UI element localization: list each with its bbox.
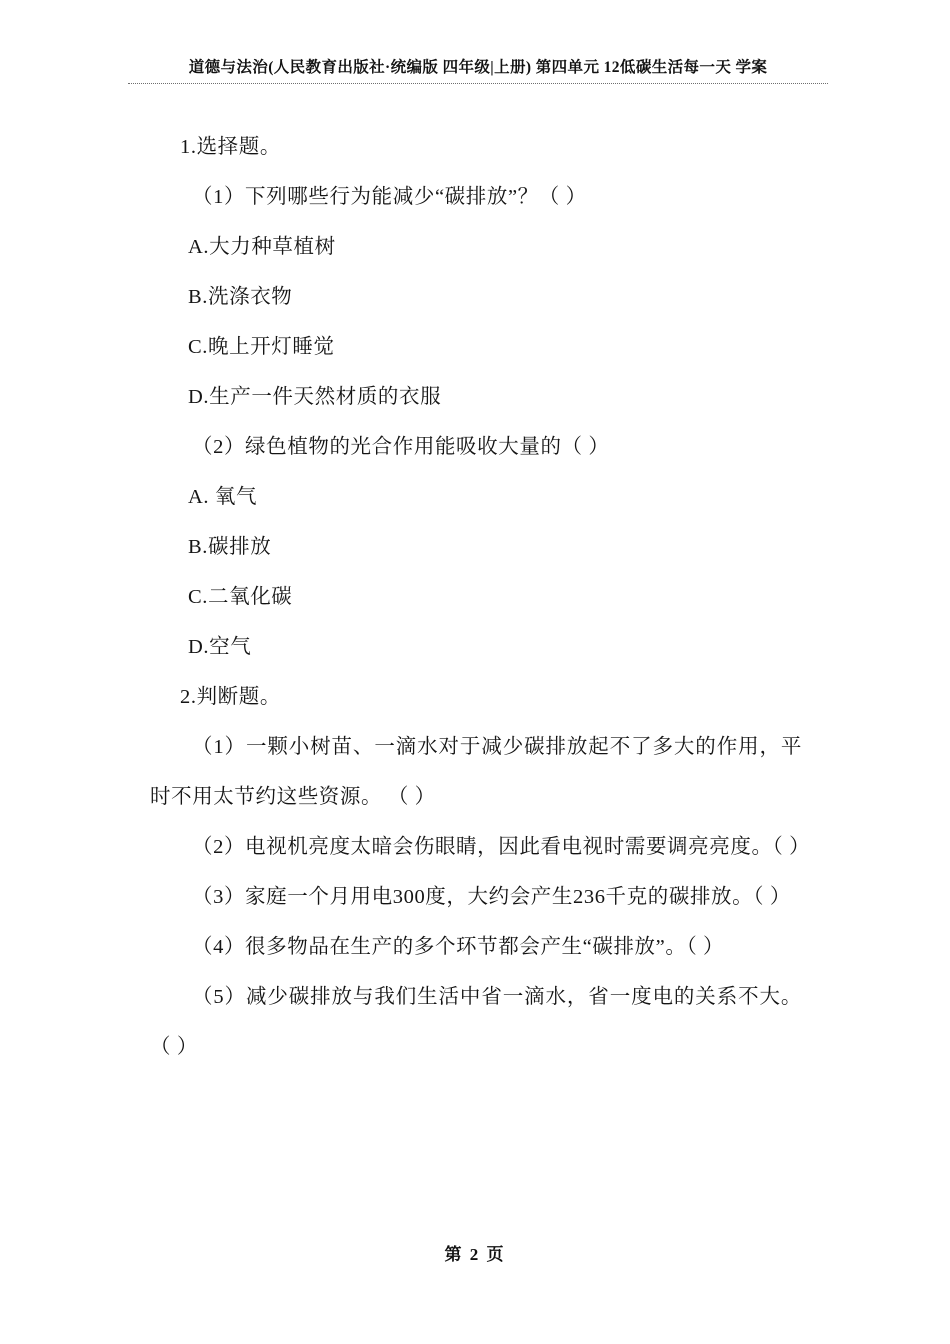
question-1-1-choice-d: D.生产一件天然材质的衣服 [188, 386, 442, 408]
question-1-1-choice-c: C.晚上开灯睡觉 [188, 336, 335, 358]
question-1-2: （2）绿色植物的光合作用能吸收大量的（ ） [192, 436, 610, 458]
question-2-1: （1）一颗小树苗、一滴水对于减少碳排放起不了多大的作用，平时不用太节约这些资源。 （ ） [150, 736, 802, 808]
worksheet-body [150, 122, 811, 1072]
question-2-2: （2）电视机亮度太暗会伤眼睛，因此看电视时需要调亮亮度。（ ） [192, 836, 811, 858]
header-title: 道德与法治(人民教育出版社·统编版 四年级|上册) 第四单元 12低碳生活每一天 学案 [188, 59, 768, 76]
question-1-2-choice-d: D.空气 [188, 636, 252, 658]
question-2-4: （4）很多物品在生产的多个环节都会产生“碳排放”。（ ） [192, 936, 725, 958]
question-1-1-choice-a: A.大力种草植树 [188, 236, 336, 258]
question-2-3: （3）家庭一个月用电300度，大约会产生236千克的碳排放。（ ） [192, 886, 791, 908]
section-heading-multiple-choice: 1.选择题。 [180, 136, 281, 158]
question-1-2-choice-c: C.二氧化碳 [188, 586, 293, 608]
page-footer [0, 1240, 950, 1265]
section-heading-true-false: 2.判断题。 [180, 686, 281, 708]
page-header [128, 58, 828, 84]
question-2-5: （5）减少碳排放与我们生活中省一滴水，省一度电的关系不大。（ ） [150, 986, 802, 1058]
page-number-label: 第 2 页 [444, 1245, 506, 1264]
question-1-2-choice-b: B.碳排放 [188, 536, 272, 558]
question-1-2-choice-a: A. 氧气 [188, 486, 258, 508]
question-1-1: （1）下列哪些行为能减少“碳排放”？（ ） [192, 186, 587, 208]
question-1-1-choice-b: B.洗涤衣物 [188, 286, 293, 308]
